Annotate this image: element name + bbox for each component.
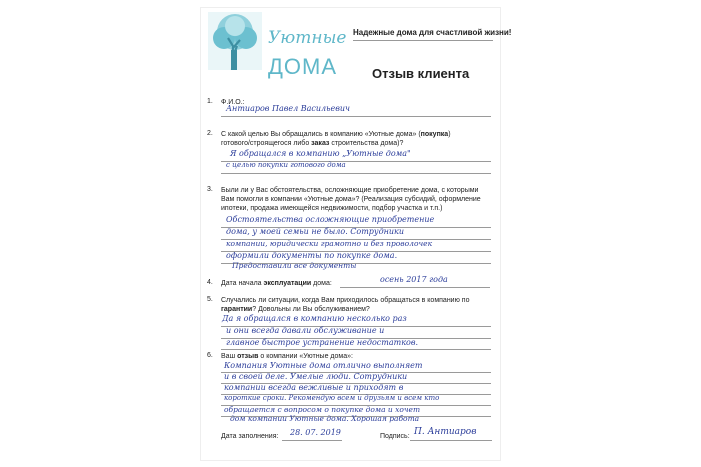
question-4-answer: осень 2017 года [380,275,448,284]
answer-line [282,440,342,441]
question-1-answer: Антиаров Павел Васильевич [226,104,350,113]
question-6-number: 6. [207,352,213,359]
answer-line [410,440,492,441]
page-title: Отзыв клиента [372,66,470,81]
question-3-answer-line-1: Обстоятельства осложняющие приобретение [226,215,435,224]
question-6-answer-line-4: короткие сроки. Рекомендую всем и друзьям и всем кто [224,394,440,402]
tagline: Надежные дома для счастливой жизни! [353,28,512,37]
question-4-number: 4. [207,279,213,286]
question-2-answer-line-1: Я обращался в компанию „Уютные дома" [230,149,411,158]
answer-line [221,116,491,117]
tagline-divider [353,40,493,41]
question-3-number: 3. [207,186,213,193]
date-label: Дата заполнения: [221,433,279,440]
question-3-label: Были ли у Вас обстоятельства, осложняющие приобретение дома, с которыми Вам помогли в компании «Уютные дома»? (Реализация субсидий, оформление ипотеки, продажа имеющейся недвижимости, подбор участка и т.п.) [221,187,481,212]
question-3-answer-line-4: оформили документы по покупке дома. [226,251,398,260]
question-2-label: С какой целью Вы обращались в компанию «Уютные дома» (покупка) готового/строящегося либо заказ строительства дома)? [221,131,451,147]
question-3-answer-line-2: дома, у моей семьи не было. Сотрудники [226,227,404,236]
question-6-label: Ваш отзыв о компании «Уютные дома»: [221,353,353,360]
tree-logo-icon [206,10,264,76]
signature-label: Подпись: [380,433,410,440]
date-value: 28. 07. 2019 [290,428,341,437]
question-5-number: 5. [207,296,213,303]
question-6-answer-line-1: Компания Уютные дома отлично выполняет [224,361,423,370]
question-5-answer-line-2: и они всегда давали обслуживание и [226,326,385,335]
question-6-answer-line-3: компании всегда вежливые и приходят в [224,383,404,392]
question-3-answer-line-3: компании, юридически грамотно и без проволочек [226,239,433,248]
question-4-label: Дата начала эксплуатации дома: [221,280,332,287]
answer-line [221,173,491,174]
question-1-label: Ф.И.О.: [221,99,245,106]
signature: П. Антиаров [414,427,477,437]
question-6-answer-line-6: дом компании Уютные дома. Хорошая работа [230,414,420,423]
question-6-answer-line-5: обращается с вопросом о покупке дома и хочет [224,405,421,414]
answer-line [221,349,491,350]
question-1-number: 1. [207,98,213,105]
logo-text-line2: ДОМА [268,54,338,79]
question-5-answer-line-1: Да я обращался в компанию несколько раз [222,314,407,323]
question-3-answer-line-5: Предоставили все документы [232,261,357,270]
question-5-label: Случались ли ситуации, когда Вам приходилось обращаться в компанию по гарантии? Довольны ли Вы обслуживанием? [221,297,470,313]
question-6-answer-line-2: и в своей деле. Умелые люди. Сотрудники [224,372,408,381]
logo-text-line1: Уютные [268,28,347,48]
question-2-answer-line-2: с целью покупки готового дома [226,161,346,169]
question-5-answer-line-3: главное быстрое устранение недостатков. [226,338,419,347]
question-2-number: 2. [207,130,213,137]
answer-line [340,287,490,288]
